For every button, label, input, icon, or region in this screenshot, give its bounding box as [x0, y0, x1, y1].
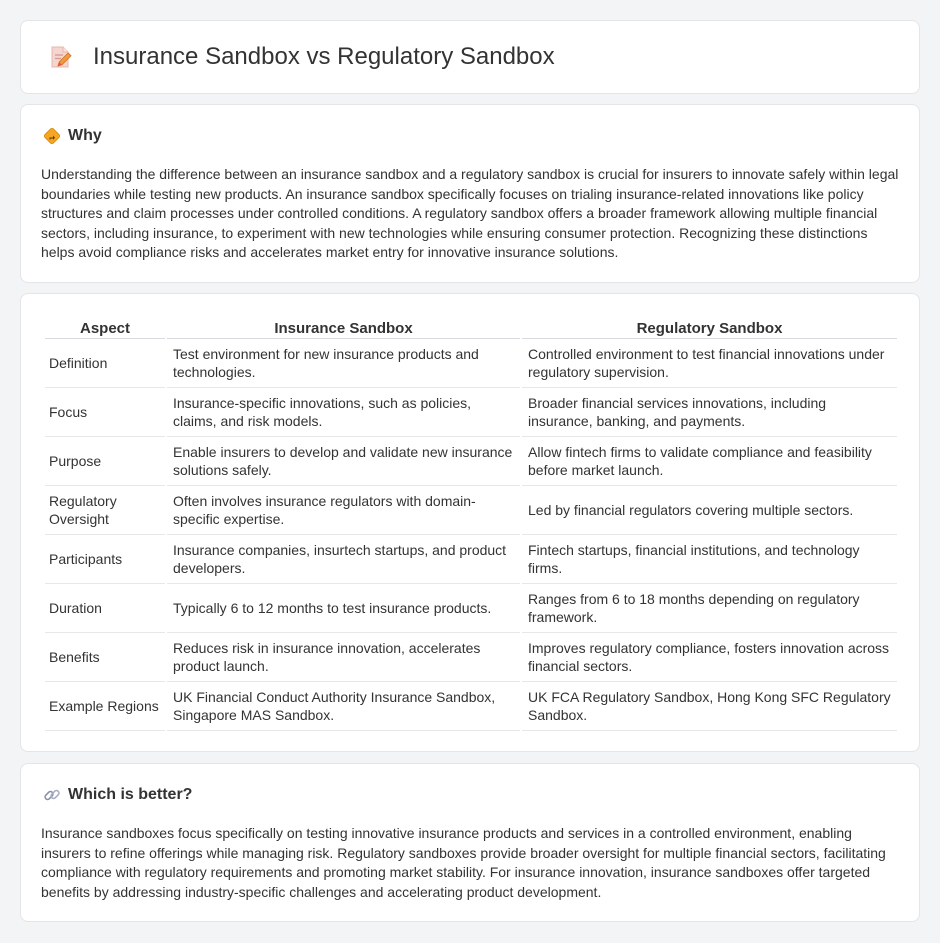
- header-aspect: Aspect: [45, 316, 165, 339]
- aspect-cell: Participants: [45, 535, 165, 584]
- aspect-cell: Duration: [45, 584, 165, 633]
- document-pencil-icon: [47, 44, 73, 70]
- regulatory-cell: Ranges from 6 to 18 months depending on regulatory framework.: [522, 584, 897, 633]
- table-row: [45, 437, 897, 486]
- aspect-cell: Benefits: [45, 633, 165, 682]
- which-is-better-text: Insurance sandboxes focus specifically on testing innovative insurance products and services in a controlled environment, enabling insurers to refine offerings while managing risk. Regulatory sandboxes provide broader oversight for multiple financial sectors, facilitating compliance with regulatory requirements and promoting market stability. For insurance innovation, insurance sandboxes offer targeted benefits by addressing industry-specific challenges and accelerating product development.: [41, 825, 886, 900]
- table-row: [45, 339, 897, 388]
- insurance-cell: Reduces risk in insurance innovation, accelerates product launch.: [167, 633, 520, 682]
- link-icon: [43, 786, 61, 804]
- which-is-better-heading: Which is better?: [68, 786, 193, 803]
- table-row: [45, 535, 897, 584]
- comparison-card: [20, 293, 920, 752]
- insurance-cell: Enable insurers to develop and validate new insurance solutions safely.: [167, 437, 520, 486]
- table-row: [45, 633, 897, 682]
- aspect-cell: Definition: [45, 339, 165, 388]
- page-title: Insurance Sandbox vs Regulatory Sandbox: [93, 43, 555, 70]
- diamond-sign-icon: [43, 127, 61, 145]
- why-section: [20, 104, 920, 283]
- regulatory-cell: Allow fintech firms to validate compliance and feasibility before market launch.: [522, 437, 897, 486]
- header-regulatory-sandbox: Regulatory Sandbox: [522, 316, 897, 339]
- table-row: [45, 486, 897, 535]
- insurance-cell: Insurance companies, insurtech startups, and product developers.: [167, 535, 520, 584]
- table-row: [45, 584, 897, 633]
- why-text: Understanding the difference between an insurance sandbox and a regulatory sandbox is crucial for insurers to innovate safely within legal boundaries while testing new products. An insurance sandbox specifically focuses on trialing insurance-related innovations like policy structures and claim processes under controlled conditions. A regulatory sandbox offers a broader framework allowing multiple financial sectors, including insurance, to experiment with new technologies while ensuring consumer protection. Recognizing these distinctions helps avoid compliance risks and accelerates market entry for innovative insurance solutions.: [41, 166, 899, 261]
- insurance-cell: Test environment for new insurance products and technologies.: [167, 339, 520, 388]
- aspect-cell: Regulatory Oversight: [45, 486, 165, 535]
- comparison-table: [43, 316, 899, 731]
- table-row: [45, 682, 897, 731]
- regulatory-cell: Controlled environment to test financial innovations under regulatory supervision.: [522, 339, 897, 388]
- regulatory-cell: Led by financial regulators covering multiple sectors.: [522, 486, 897, 535]
- header-insurance-sandbox: Insurance Sandbox: [167, 316, 520, 339]
- regulatory-cell: Broader financial services innovations, including insurance, banking, and payments.: [522, 388, 897, 437]
- regulatory-cell: Fintech startups, financial institutions, and technology firms.: [522, 535, 897, 584]
- aspect-cell: Focus: [45, 388, 165, 437]
- regulatory-cell: UK FCA Regulatory Sandbox, Hong Kong SFC Regulatory Sandbox.: [522, 682, 897, 731]
- insurance-cell: Insurance-specific innovations, such as policies, claims, and risk models.: [167, 388, 520, 437]
- which-is-better-section: [20, 763, 920, 922]
- why-heading: Why: [68, 127, 102, 144]
- table-header-row: [45, 316, 897, 339]
- title-card: [20, 20, 920, 94]
- insurance-cell: Typically 6 to 12 months to test insurance products.: [167, 584, 520, 633]
- aspect-cell: Purpose: [45, 437, 165, 486]
- table-row: [45, 388, 897, 437]
- aspect-cell: Example Regions: [45, 682, 165, 731]
- regulatory-cell: Improves regulatory compliance, fosters innovation across financial sectors.: [522, 633, 897, 682]
- insurance-cell: Often involves insurance regulators with domain-specific expertise.: [167, 486, 520, 535]
- insurance-cell: UK Financial Conduct Authority Insurance Sandbox, Singapore MAS Sandbox.: [167, 682, 520, 731]
